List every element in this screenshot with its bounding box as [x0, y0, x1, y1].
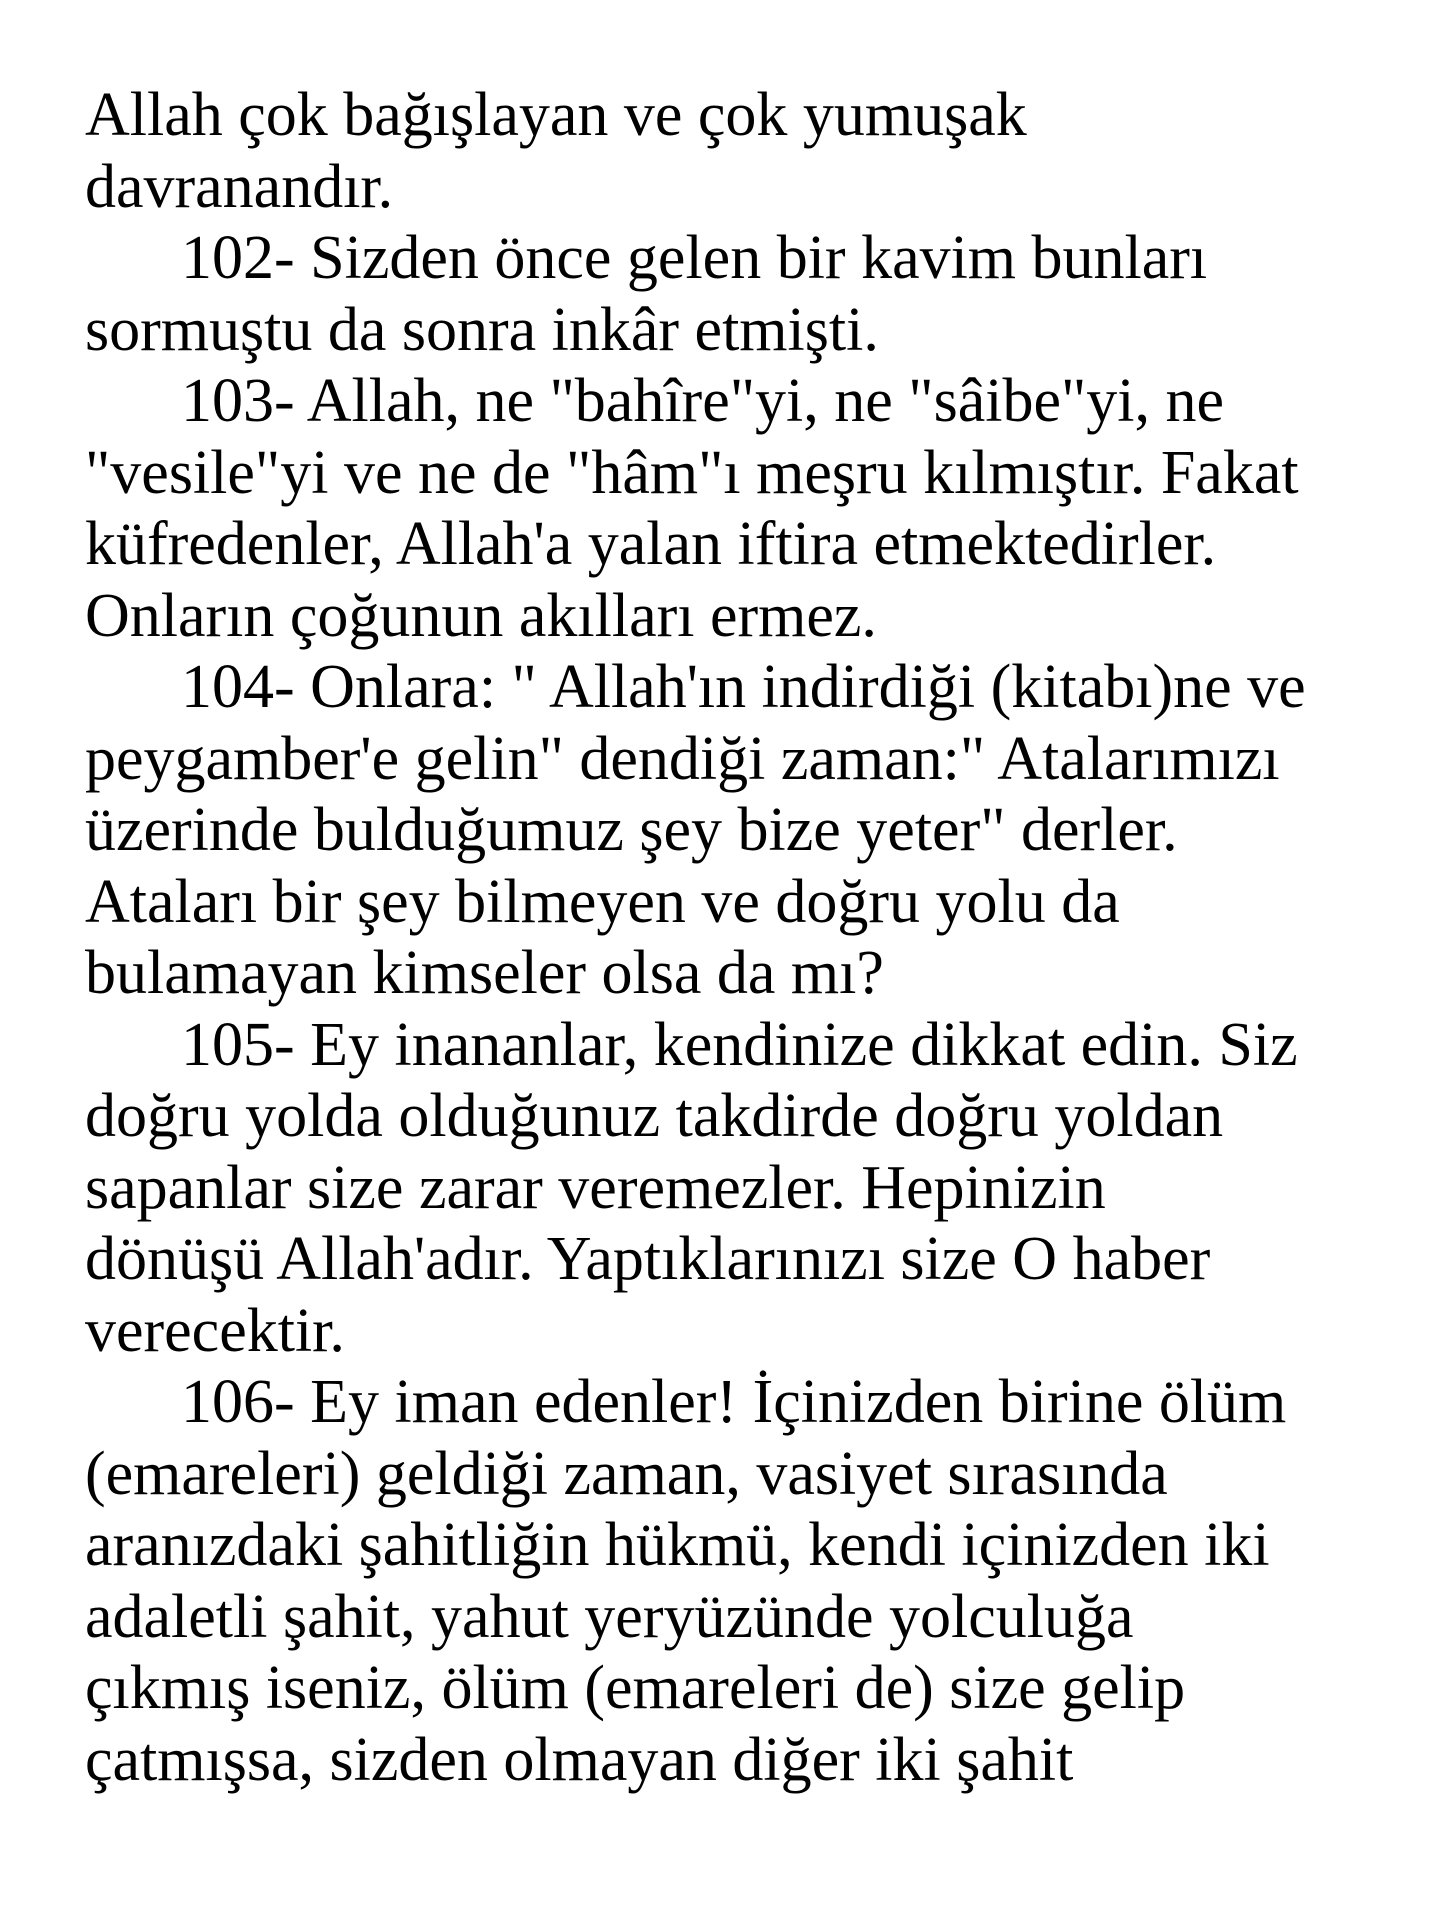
verse-105-start: 105- Ey inananlar, kendinize dikkat edin. Siz: [181, 1010, 1298, 1079]
text-line: aranızdaki şahitliğin hükmü, kendi içinizden iki: [85, 1511, 1270, 1579]
text-line: sormuştu da sonra inkâr etmişti.: [85, 295, 879, 364]
text-line: Ataları bir şey bilmeyen ve doğru yolu da: [85, 867, 1120, 936]
text-line: üzerinde bulduğumuz şey bize yeter" derler.: [85, 796, 1178, 864]
text-line: çatmışsa, sizden olmayan diğer iki şahit: [85, 1725, 1074, 1794]
text-line: verecektir.: [85, 1296, 345, 1365]
text-line: küfredenler, Allah'a yalan iftira etmektedirler.: [85, 510, 1217, 578]
text-line: Allah çok bağışlayan ve çok yumuşak: [85, 81, 1027, 149]
document-page: [85, 80, 1405, 1796]
verse-103-start: 103- Allah, ne "bahîre"yi, ne "sâibe"yi, ne: [181, 367, 1225, 435]
text-line: Onların çoğunun akılları ermez.: [85, 581, 877, 650]
text-line: adaletli şahit, yahut yeryüzünde yolculuğa: [85, 1582, 1134, 1651]
text-line: "vesile"yi ve ne de "hâm"ı meşru kılmıştır. Fakat: [85, 438, 1299, 507]
text-line: doğru yolda olduğunuz takdirde doğru yoldan: [85, 1082, 1224, 1150]
text-line: (emareleri) geldiği zaman, vasiyet sırasında: [85, 1439, 1168, 1508]
text-line: çıkmış iseniz, ölüm (emareleri de) size gelip: [85, 1654, 1186, 1722]
text-line: peygamber'e gelin" dendiği zaman:" Atalarımızı: [85, 724, 1280, 793]
verse-102-start: 102- Sizden önce gelen bir kavim bunları: [181, 224, 1208, 292]
text-line: dönüşü Allah'adır. Yaptıklarınızı size O haber: [85, 1225, 1211, 1293]
text-line: sapanlar size zarar veremezler. Hepinizin: [85, 1153, 1106, 1222]
verse-106-start: 106- Ey iman edenler! İçinizden birine ölüm: [181, 1368, 1287, 1436]
verse-104-start: 104- Onlara: " Allah'ın indirdiği (kitabı)ne ve: [181, 653, 1306, 721]
text-line: davranandır.: [85, 152, 394, 221]
text-line: bulamayan kimseler olsa da mı?: [85, 939, 884, 1007]
